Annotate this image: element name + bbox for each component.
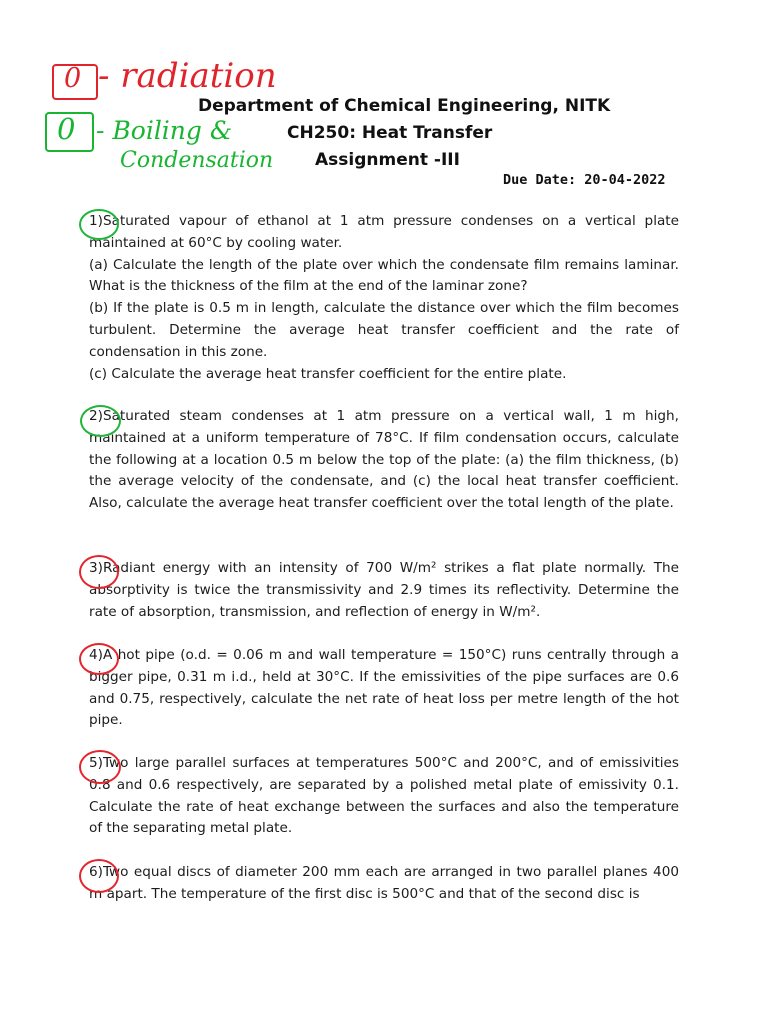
question-5-line-0: 5)Two large parallel surfaces at temperatures 500°C and 200°C, and of emissivities 0.8 and 0.6 respectively, are separated by a polished metal plate of emissivity 0.1. Calculate the rate of heat exchange between the surfaces and also the temperature of the separating metal plate. bbox=[89, 755, 679, 837]
question-5 bbox=[89, 753, 679, 840]
question-6-red-circle bbox=[79, 859, 119, 893]
question-1-line-c: (c) Calculate the average heat transfer coefficient for the entire plate. bbox=[89, 365, 567, 382]
question-3-red-circle bbox=[79, 555, 119, 589]
question-4-red-circle bbox=[79, 643, 119, 675]
question-2 bbox=[89, 406, 679, 515]
annotation-radiation: - radiation bbox=[98, 56, 277, 96]
question-3 bbox=[89, 558, 679, 623]
question-6 bbox=[89, 862, 679, 906]
question-4-number: 4) bbox=[89, 647, 103, 663]
annotation-green-box-digit: 0 bbox=[57, 112, 76, 146]
question-6-number: 6) bbox=[89, 864, 103, 880]
question-2-line-0: 2)Saturated steam condenses at 1 atm pressure on a vertical wall, 1 m high, maintained at a uniform temperature of 78°C. If film condensation occurs, calculate the following at a location 0.5 m below the top of the plate: (a) the film thickness, (b) the average velocity of the condensate, and (c) the local heat transfer coefficient. Also, calculate the average heat transfer coefficient over the total length of the plate. bbox=[89, 408, 679, 512]
question-2-green-circle bbox=[80, 405, 121, 437]
question-4-line-0: 4)A hot pipe (o.d. = 0.06 m and wall temperature = 150°C) runs centrally through a bigger pipe, 0.31 m i.d., held at 30°C. If the emissivities of the pipe surfaces are 0.6 and 0.75, respectively, calculate the net rate of heat loss per metre length of the hot pipe. bbox=[89, 647, 679, 729]
course-title: CH250: Heat Transfer bbox=[287, 123, 493, 143]
question-5-number: 5) bbox=[89, 755, 103, 771]
question-1-line-b: (b) If the plate is 0.5 m in length, calculate the distance over which the film becomes turbulent. Determine the average heat transfer coefficient and the rate of condensation in this zone. bbox=[89, 300, 679, 360]
annotation-boiling: - Boiling & bbox=[96, 116, 233, 145]
question-3-line-0: 3)Radiant energy with an intensity of 700 W/m² strikes a flat plate normally. The absorptivity is twice the transmissivity and 2.9 times its reflectivity. Determine the rate of absorption, transmission, and reflection of energy in W/m². bbox=[89, 560, 679, 620]
due-date: Due Date: 20-04-2022 bbox=[503, 172, 666, 188]
annotation-condensation: Condensation bbox=[120, 148, 274, 173]
question-3-number: 3) bbox=[89, 560, 103, 576]
annotation-red-box-digit: 0 bbox=[64, 63, 82, 94]
question-1-green-circle bbox=[79, 209, 119, 240]
question-6-line-0: 6)Two equal discs of diameter 200 mm each are arranged in two parallel planes 400 m apart. The temperature of the first disc is 500°C and that of the second disc is bbox=[89, 864, 679, 902]
question-1-line-0: 1)Saturated vapour of ethanol at 1 atm pressure condenses on a vertical plate maintained at 60°C by cooling water. bbox=[89, 213, 679, 251]
question-2-number: 2) bbox=[89, 408, 103, 424]
question-4 bbox=[89, 645, 679, 732]
department-title: Department of Chemical Engineering, NITK bbox=[198, 96, 611, 116]
question-5-red-circle bbox=[79, 750, 121, 784]
question-1 bbox=[89, 211, 679, 385]
question-1-line-a: (a) Calculate the length of the plate over which the condensate film remains laminar. What is the thickness of the film at the end of the laminar zone? bbox=[89, 256, 679, 295]
assignment-title: Assignment -III bbox=[315, 150, 460, 170]
question-1-number: 1) bbox=[89, 213, 103, 229]
